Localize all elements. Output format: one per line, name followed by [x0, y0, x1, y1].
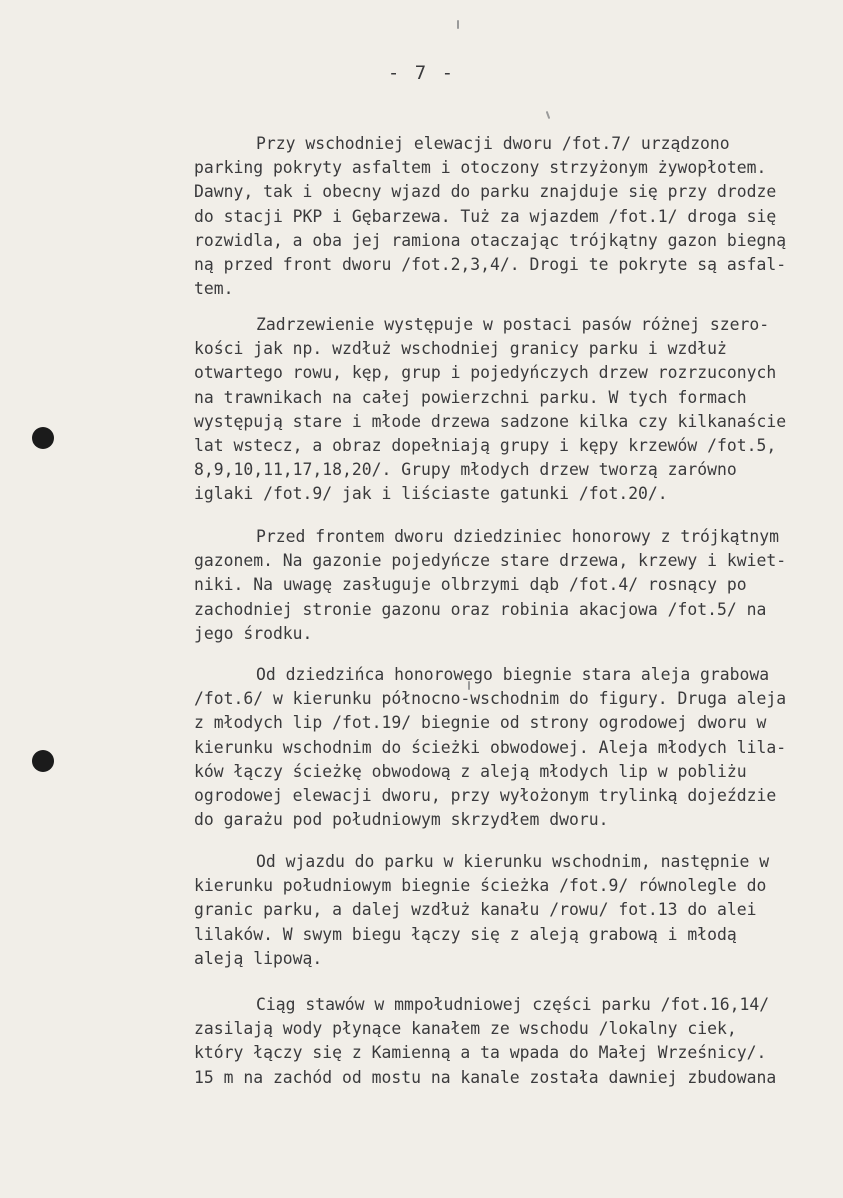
text-line: Zadrzewienie występuje w postaci pasów różnej szero- [256, 315, 770, 334]
text-line: granic parku, a dalej wzdłuż kanału /rowu/ fot.13 do alei [194, 900, 757, 920]
text-line: lat wstecz, a obraz dopełniają grupy i kępy krzewów /fot.5, [194, 436, 777, 455]
text-line: który łączy się z Kamienną a ta wpada do Małej Wrześnicy/. [194, 1043, 767, 1063]
text-line: Ciąg stawów w mmpołudniowej części parku /fot.16,14/ [256, 995, 770, 1014]
text-line: na trawnikach na całej powierzchni parku. W tych formach [194, 387, 747, 407]
text-line: zachodniej stronie gazonu oraz robinia akacjowa /fot.5/ na [194, 599, 767, 619]
text-line: kości jak np. wzdłuż wschodniej granicy parku i wzdłuż [194, 339, 727, 359]
text-line: gazonem. Na gazonie pojedyńcze stare drzewa, krzewy i kwiet- [194, 551, 787, 571]
text-line: 15 m na zachód od mostu na kanale została dawniej zbudowana [194, 1067, 777, 1087]
text-line: Przy wschodniej elewacji dworu /fot.7/ urządzono [256, 134, 730, 153]
text-line: tem. [194, 279, 234, 299]
text-line: Dawny, tak i obecny wjazd do parku znajduje się przy drodze [194, 182, 777, 202]
text-line: rozwidla, a oba jej ramiona otaczając trójkątny gazon biegną [194, 230, 787, 250]
text-line: zasilają wody płynące kanałem ze wschodu /lokalny ciek, [194, 1019, 737, 1039]
text-line: Od dziedzińca honorowego biegnie stara aleja grabowa [256, 665, 770, 684]
punch-hole [32, 427, 54, 449]
text-line: z młodych lip /fot.19/ biegnie od strony ogrodowej dworu w [194, 713, 767, 733]
text-line: ków łączy ścieżkę obwodową z aleją młodych lip w pobliżu [194, 761, 747, 781]
text-line: Od wjazdu do parku w kierunku wschodnim, następnie w [256, 852, 770, 871]
text-line: /fot.6/ w kierunku północno-wschodnim do figury. Druga aleja [194, 689, 787, 709]
text-line: do garażu pod południowym skrzydłem dworu. [194, 810, 609, 830]
paper-mark [457, 20, 459, 29]
text-line: niki. Na uwagę zasługuje olbrzymi dąb /fot.4/ rosnący po [194, 575, 747, 595]
page-number: - 7 - [387, 62, 456, 84]
text-line: kierunku wschodnim do ścieżki obwodowej. Aleja młodych lila- [194, 737, 787, 757]
text-line: do stacji PKP i Gębarzewa. Tuż za wjazdem /fot.1/ droga się [194, 206, 777, 226]
text-line: ogrodowej elewacji dworu, przy wyłożonym trylinką dojeździe [194, 786, 777, 805]
paper-mark [546, 111, 551, 119]
text-line: kierunku południowym biegnie ścieżka /fot.9/ równolegle do [194, 876, 767, 896]
text-line: ną przed front dworu /fot.2,3,4/. Drogi te pokryte są asfal- [194, 255, 787, 274]
text-line: występują stare i młode drzewa sadzone kilka czy kilkanaście [194, 411, 787, 431]
text-line: jego środku. [194, 623, 313, 643]
text-line: aleją lipową. [194, 948, 323, 968]
text-line: lilaków. W swym biegu łączy się z aleją grabową i młodą [194, 924, 737, 944]
punch-hole [32, 750, 54, 772]
text-line: otwartego rowu, kęp, grup i pojedyńczych drzew rozrzuconych [194, 363, 777, 383]
text-line: 8,9,10,11,17,18,20/. Grupy młodych drzew tworzą zarówno [194, 460, 737, 480]
text-line: Przed frontem dworu dziedziniec honorowy z trójkątnym [256, 527, 780, 546]
text-line: iglaki /fot.9/ jak i liściaste gatunki /fot.20/. [194, 484, 668, 504]
text-line: parking pokryty asfaltem i otoczony strzyżonym żywopłotem. [194, 158, 767, 178]
